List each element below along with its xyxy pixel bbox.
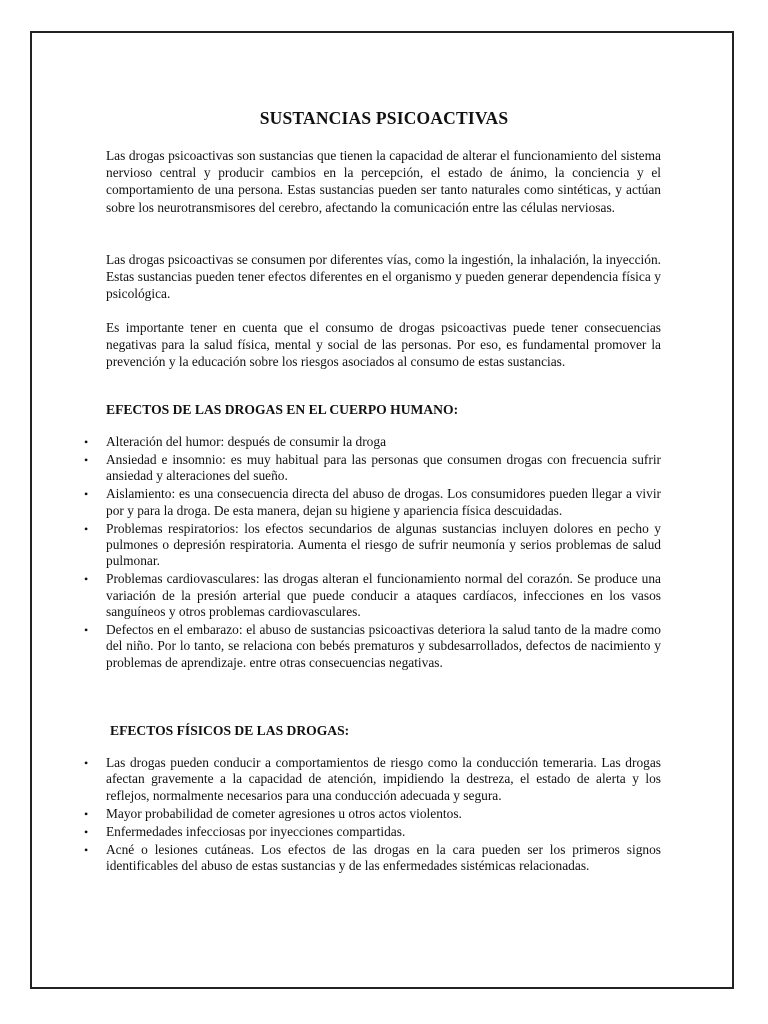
bullet-icon: • bbox=[84, 435, 89, 449]
list-item bbox=[84, 755, 661, 804]
bullet-icon: • bbox=[84, 572, 89, 587]
section-heading-body-effects: EFECTOS DE LAS DROGAS EN EL CUERPO HUMANO: bbox=[106, 402, 459, 417]
bullet-icon: • bbox=[84, 487, 89, 502]
list-item bbox=[84, 824, 661, 840]
list-item-text: Problemas cardiovasculares: las drogas alteran el funcionamiento normal del corazón. Se produce una variación de la presión arterial que puede conducir a ataques cardíacos, infecciones en los vasos sanguíneos y otros problemas cardiovasculares. bbox=[106, 571, 661, 620]
list-item-text: Enfermedades infecciosas por inyecciones compartidas. bbox=[106, 823, 406, 839]
consequences-paragraph: Es importante tener en cuenta que el consumo de drogas psicoactivas puede tener consecuencias negativas para la salud física, mental y social de las personas. Por eso, es fundamental promover la prevención y la educación sobre los riesgos asociados al consumo de estas sustancias. bbox=[106, 320, 661, 370]
physical-effects-list bbox=[84, 755, 661, 876]
list-item-text: Problemas respiratorios: los efectos secundarios de algunas sustancias incluyen dolores en pecho y pulmones o depresión respiratoria. Aumenta el riesgo de sufrir neumonía y serios problemas de salud pulmonar. bbox=[106, 520, 661, 569]
bullet-icon: • bbox=[84, 521, 89, 536]
bullet-icon: • bbox=[84, 756, 89, 770]
bullet-icon: • bbox=[84, 842, 89, 857]
list-item bbox=[84, 486, 661, 519]
list-item bbox=[84, 521, 661, 570]
list-item-text: Aislamiento: es una consecuencia directa del abuso de drogas. Los consumidores pueden llegar a vivir por y para la droga. De esta manera, dejan su higiene y apariencia física descuidadas. bbox=[106, 486, 661, 518]
list-item-text: Ansiedad e insomnio: es muy habitual para las personas que consumen drogas con frecuencia sufrir ansiedad y alteraciones del sueño. bbox=[106, 451, 661, 484]
document-title: SUSTANCIAS PSICOACTIVAS bbox=[259, 108, 509, 128]
list-item bbox=[84, 622, 661, 671]
list-item-text: Las drogas pueden conducir a comportamientos de riesgo como la conducción temeraria. Las drogas afectan gravemente a la capacidad de atención, impidiendo la destreza, el estado de alerta y los reflejos, normalmente necesarios para una conducción adecuada y segura. bbox=[106, 755, 661, 803]
body-effects-list bbox=[84, 434, 661, 673]
bullet-icon: • bbox=[84, 806, 89, 821]
intro-paragraph: Las drogas psicoactivas son sustancias que tienen la capacidad de alterar el funcionamiento del sistema nervioso central y producir cambios en la percepción, el estado de ánimo, la conciencia y el comportamiento de una persona. Estas sustancias pueden ser tanto naturales como sintéticas, y actúan sobre los neurotransmisores del cerebro, afectando la comunicación entre las células nerviosas. bbox=[106, 148, 661, 215]
list-item bbox=[84, 806, 661, 822]
list-item bbox=[84, 434, 661, 450]
list-item-text: Acné o lesiones cutáneas. Los efectos de las drogas en la cara pueden ser los primeros signos identificables del abuso de estas sustancias y de las enfermedades sistémicas relacionadas. bbox=[106, 841, 661, 873]
list-item-text: Alteración del humor: después de consumir la droga bbox=[106, 434, 387, 449]
list-item bbox=[84, 452, 661, 485]
bullet-icon: • bbox=[84, 622, 89, 637]
section-heading-physical-effects: EFECTOS FÍSICOS DE LAS DROGAS: bbox=[110, 723, 350, 738]
list-item-text: Mayor probabilidad de cometer agresiones u otros actos violentos. bbox=[106, 805, 462, 821]
list-item-text: Defectos en el embarazo: el abuso de sustancias psicoactivas deteriora la salud tanto de la madre como del niño. Por lo tanto, se relaciona con bebés prematuros y subdesarrollados, defectos de nacimiento y problemas de aprendizaje. entre otras consecuencias negativas. bbox=[106, 621, 661, 670]
list-item bbox=[84, 571, 661, 620]
list-item bbox=[84, 842, 661, 875]
bullet-icon: • bbox=[84, 452, 89, 467]
consumption-paragraph: Las drogas psicoactivas se consumen por diferentes vías, como la ingestión, la inhalación, la inyección. Estas sustancias pueden tener efectos diferentes en el organismo y pueden generar dependencia física y psicológica. bbox=[106, 252, 661, 302]
bullet-icon: • bbox=[84, 824, 89, 839]
